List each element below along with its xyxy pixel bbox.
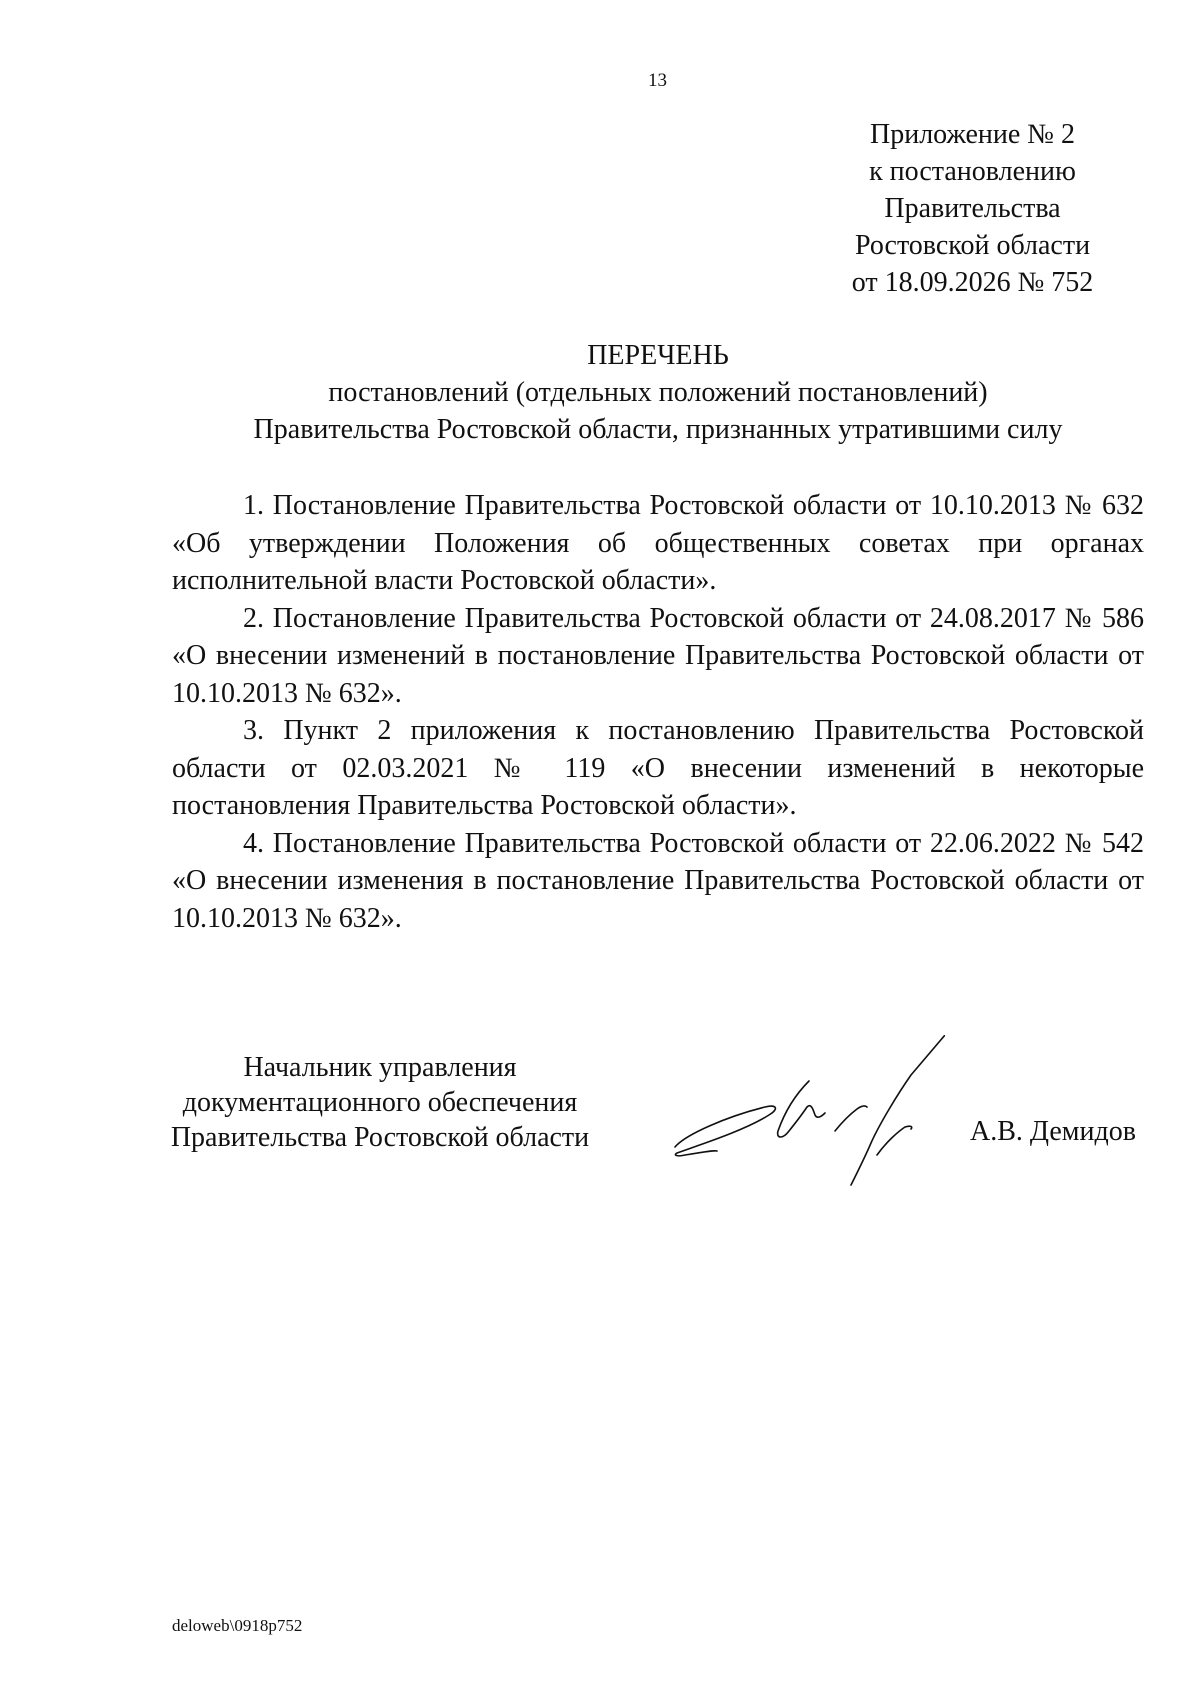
repealed-acts-list bbox=[172, 487, 1144, 937]
appendix-line: Ростовской области bbox=[854, 230, 1091, 261]
signatory-name: А.В. Демидов bbox=[970, 1116, 1136, 1147]
handwritten-signature bbox=[665, 1035, 945, 1195]
page-number: 13 bbox=[648, 70, 667, 91]
document-file-reference: deloweb\0918p752 bbox=[172, 1616, 303, 1635]
document-heading bbox=[172, 337, 1144, 448]
list-item: 4. Постановление Правительства Ростовской области от 22.06.2022 № 542 «О внесении изменения в постановление Правительства Ростовской области от 10.10.2013 № 632». bbox=[172, 827, 1144, 934]
list-item: 3. Пункт 2 приложения к постановлению Правительства Ростовской области от 02.03.2021 № 119 «О внесении изменений в некоторые постановления Правительства Ростовской области». bbox=[172, 715, 1144, 821]
signatory-position bbox=[168, 1050, 592, 1155]
list-item: 1. Постановление Правительства Ростовской области от 10.10.2013 № 632 «Об утверждении Положения об общественных советах при органах исполнительной власти Ростовской области». bbox=[172, 490, 1144, 596]
document-title: ПЕРЕЧЕНЬ bbox=[587, 340, 729, 371]
document-subtitle-line-1: постановлений (отдельных положений постановлений) bbox=[328, 377, 988, 408]
signatory-position-line: документационного обеспечения bbox=[182, 1087, 578, 1118]
appendix-line: Приложение № 2 bbox=[870, 119, 1075, 150]
document-subtitle-line-2: Правительства Ростовской области, признанных утратившими силу bbox=[253, 414, 1063, 445]
signatory-position-line: Правительства Ростовской области bbox=[170, 1122, 590, 1153]
appendix-line: Правительства bbox=[884, 193, 1061, 224]
appendix-reference bbox=[830, 116, 1115, 301]
appendix-line: от 18.09.2026 № 752 bbox=[851, 267, 1094, 298]
appendix-line: к постановлению bbox=[869, 156, 1076, 187]
list-item: 2. Постановление Правительства Ростовской области от 24.08.2017 № 586 «О внесении изменений в постановление Правительства Ростовской области от 10.10.2013 № 632». bbox=[172, 602, 1144, 709]
signatory-position-line: Начальник управления bbox=[243, 1052, 517, 1083]
